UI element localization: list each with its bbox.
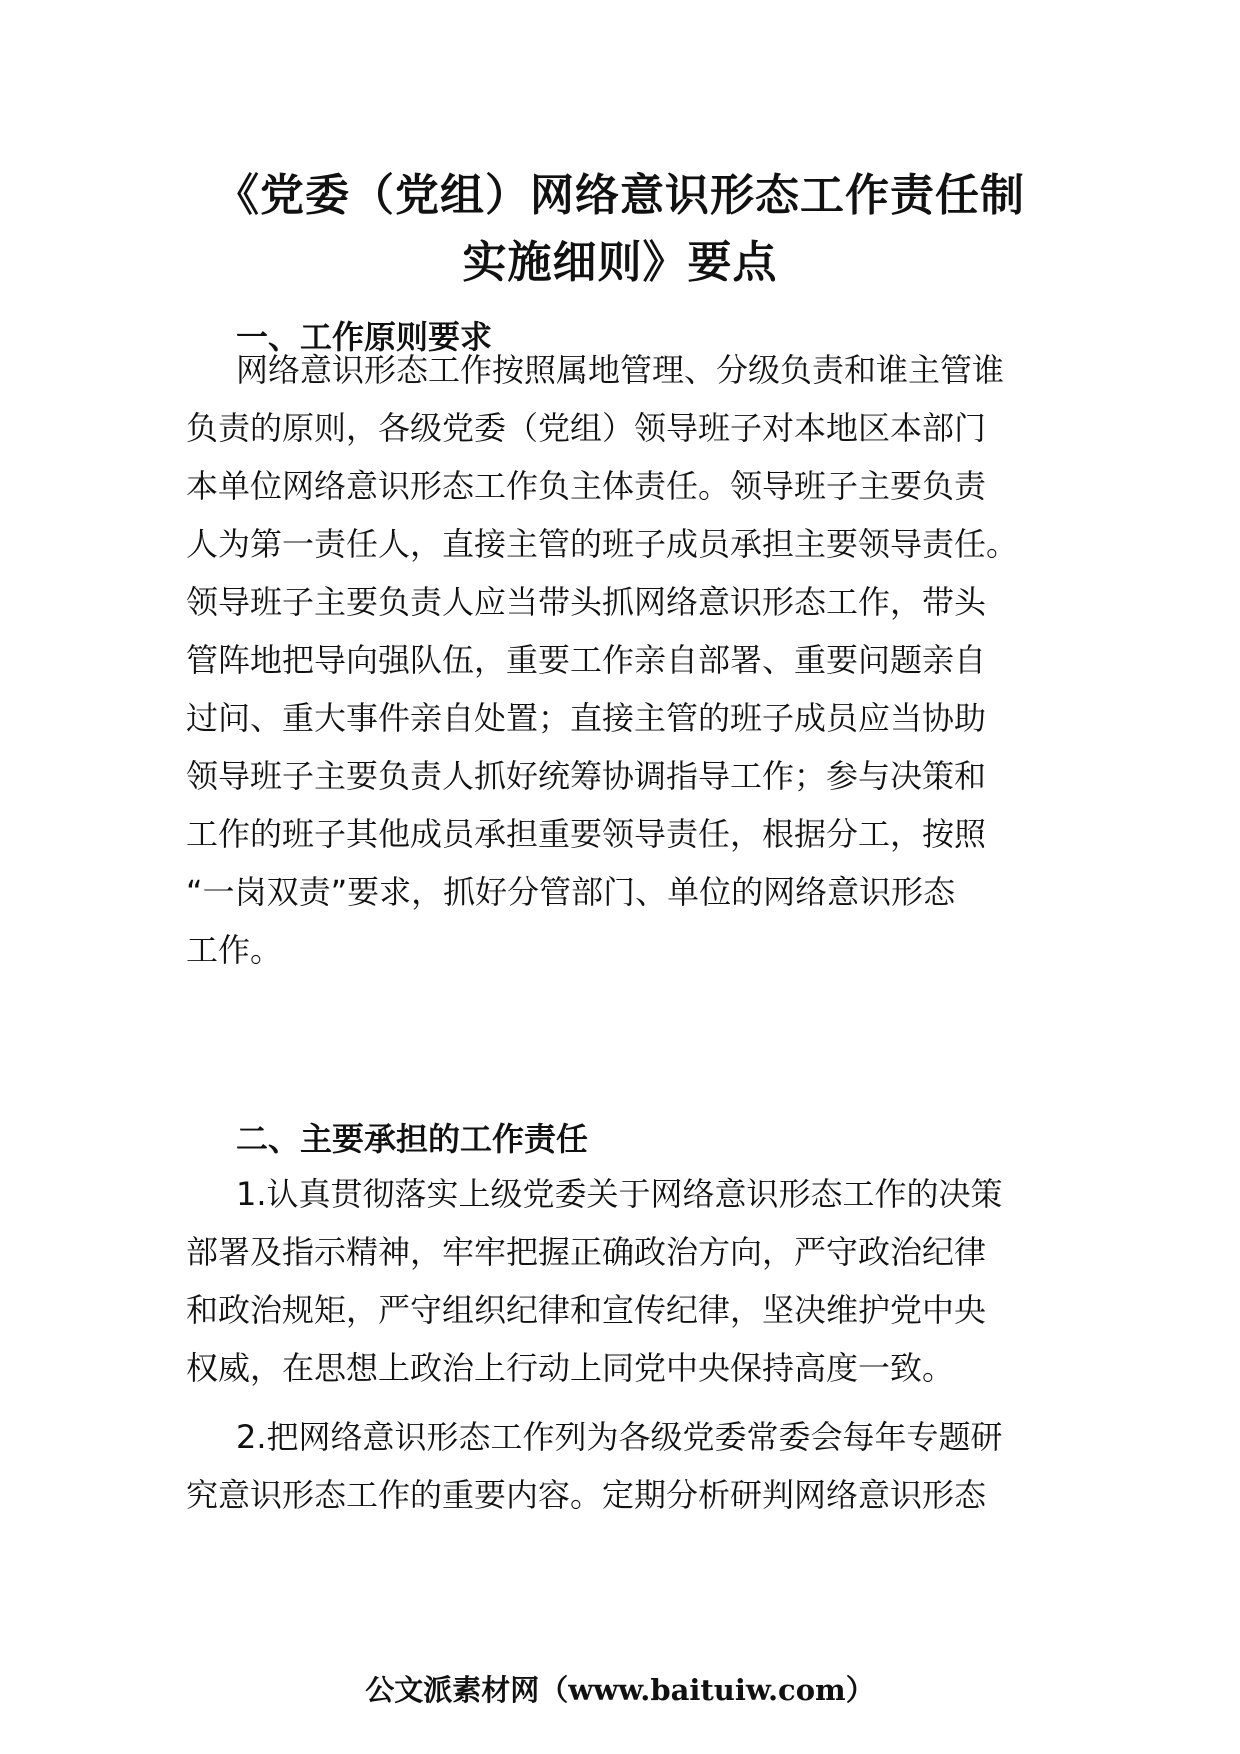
paragraph-1-line: 领导班子主要负责人应当带头抓网络意识形态工作，带头 — [186, 583, 987, 621]
paragraph-1-line: 过问、重大事件亲自处置；直接主管的班子成员应当协助 — [186, 699, 987, 737]
paragraph-1-line: 人为第一责任人，直接主管的班子成员承担主要领导责任。 — [186, 525, 1019, 563]
paragraph-2-line: 和政治规矩，严守组织纪律和宣传纪律，坚决维护党中央 — [186, 1291, 987, 1329]
paragraph-1-line: 工作。 — [186, 931, 283, 969]
section-heading-2: 二、主要承担的工作责任 — [236, 1120, 589, 1158]
paragraph-3-line: 究意识形态工作的重要内容。定期分析研判网络意识形态 — [186, 1476, 987, 1514]
paragraph-1-line: 本单位网络意识形态工作负主体责任。领导班子主要负责 — [186, 467, 987, 505]
paragraph-1-line: 负责的原则，各级党委（党组）领导班子对本地区本部门 — [186, 409, 987, 447]
paragraph-1-line: “一岗双责”要求，抓好分管部门、单位的网络意识形态 — [186, 873, 956, 911]
paragraph-2-line: 权威，在思想上政治上行动上同党中央保持高度一致。 — [186, 1349, 955, 1387]
document-title-line-2: 实施细则》要点 — [462, 237, 778, 288]
paragraph-1-line: 工作的班子其他成员承担重要领导责任，根据分工，按照 — [186, 815, 987, 853]
document-title-line-1: 《党委（党组）网络意识形态工作责任制 — [215, 170, 1025, 221]
page-footer-source: 公文派素材网（www.baituiw.com） — [365, 1673, 875, 1707]
paragraph-3-line: 2.把网络意识形态工作列为各级党委常委会每年专题研 — [236, 1418, 1003, 1456]
paragraph-1-line: 管阵地把导向强队伍，重要工作亲自部署、重要问题亲自 — [186, 641, 987, 679]
section-heading-1: 一、工作原则要求 — [236, 318, 493, 356]
paragraph-1-line: 领导班子主要负责人抓好统筹协调指导工作；参与决策和 — [186, 757, 987, 795]
paragraph-2-line: 部署及指示精神，牢牢把握正确政治方向，严守政治纪律 — [186, 1233, 987, 1271]
paragraph-1-line: 网络意识形态工作按照属地管理、分级负责和谁主管谁 — [236, 351, 1005, 389]
paragraph-2-line: 1.认真贯彻落实上级党委关于网络意识形态工作的决策 — [236, 1175, 1003, 1213]
